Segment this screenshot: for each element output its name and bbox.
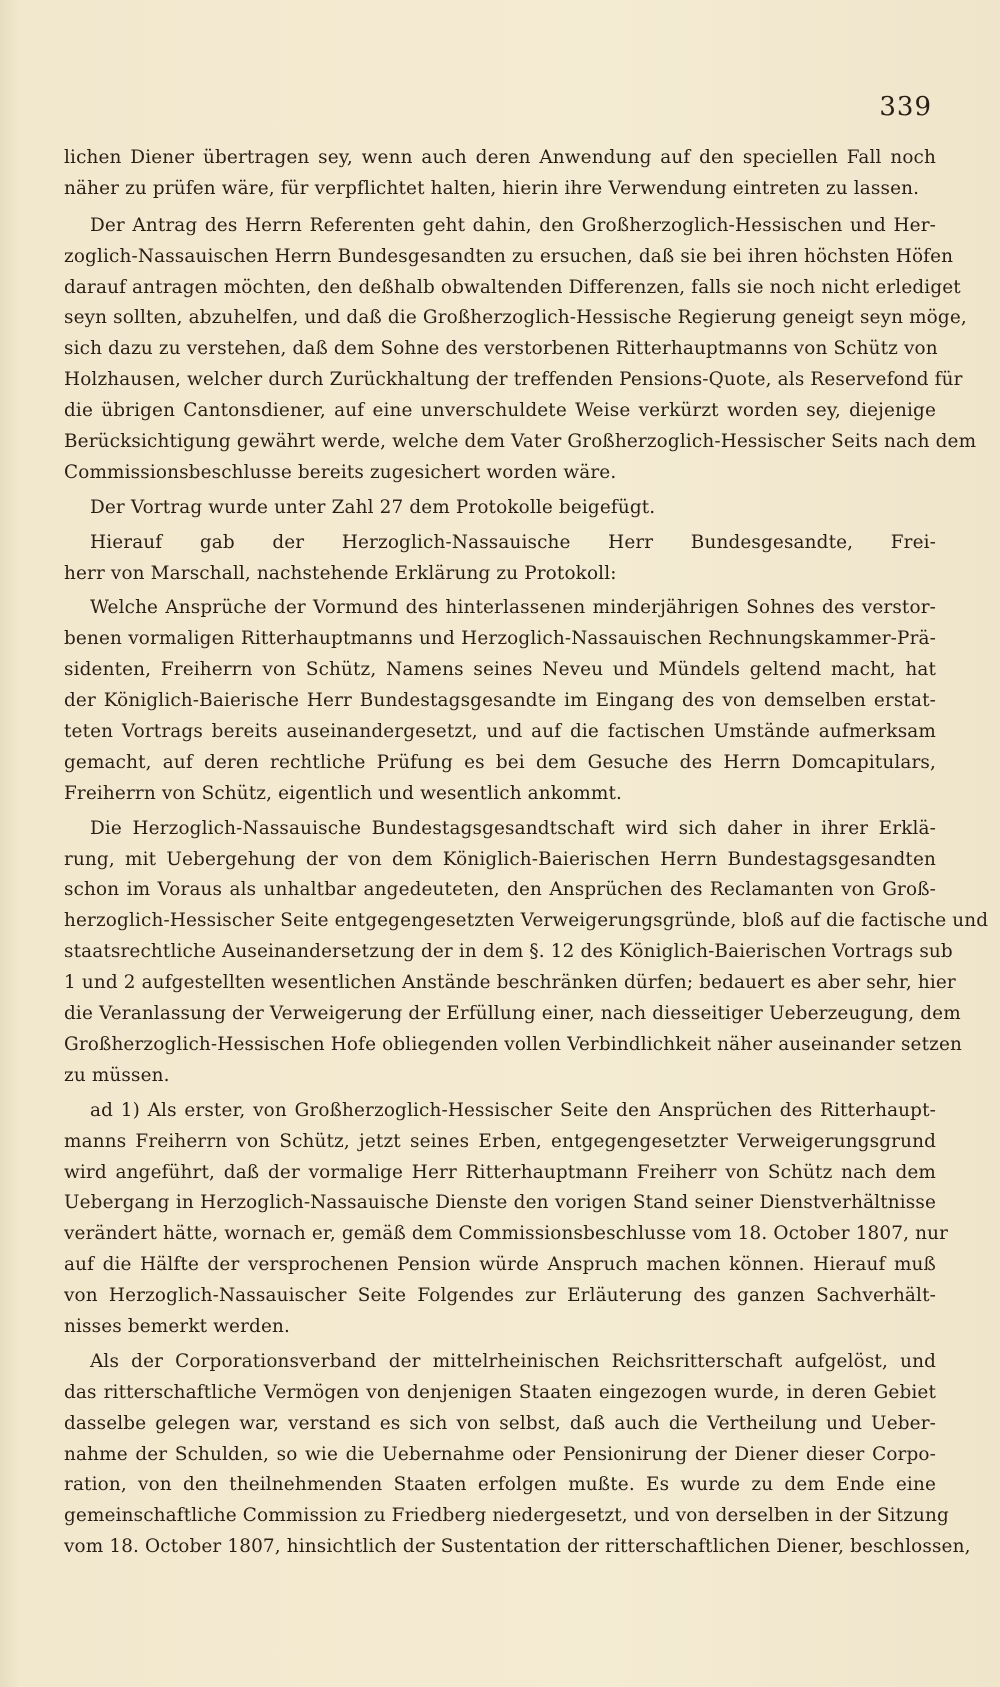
paragraph (64, 211, 977, 489)
text-line: zu müssen. (64, 1064, 170, 1086)
text-line: von Herzoglich-Nassauischer Seite Folgendes zur Erläuterung des ganzen Sachverhält- (64, 1285, 936, 1307)
text-line: Großherzoglich-Hessischen Hofe obliegenden vollen Verbindlichkeit näher auseinander setzen (64, 1033, 962, 1055)
text-line: Welche Ansprüche der Vormund des hinterlassenen minderjährigen Sohnes des verstor- (90, 597, 936, 619)
text-line: herzoglich-Hessischer Seite entgegengesetzten Verweigerungsgründe, bloß auf die factische und (64, 910, 989, 932)
text-line: die Veranlassung der Verweigerung der Erfüllung einer, nach diesseitiger Ueberzeugung, dem (64, 1003, 961, 1025)
paragraph (64, 814, 989, 1092)
text-line: manns Freiherrn von Schütz, jetzt seines Erben, entgegengesetzter Verweigerungsgrund (64, 1130, 936, 1152)
paragraph (64, 143, 936, 205)
text-line: Holzhausen, welcher durch Zurückhaltung der treffenden Pensions-Quote, als Reservefond für (64, 369, 963, 391)
text-line: staatsrechtliche Auseinandersetzung der in dem §. 12 des Königlich-Baierischen Vortrags sub (64, 941, 953, 963)
text-line: vom 18. October 1807, hinsichtlich der Sustentation der ritterschaftlichen Diener, beschlossen, (64, 1536, 971, 1558)
text-line: Der Vortrag wurde unter Zahl 27 dem Protokolle beigefügt. (90, 496, 656, 518)
text-line: ration, von den theilnehmenden Staaten erfolgen mußte. Es wurde zu dem Ende eine (64, 1474, 936, 1496)
text-line: schon im Voraus als unhaltbar angedeuteten, den Ansprüchen des Reclamanten von Groß- (64, 879, 936, 901)
text-line: rung, mit Uebergehung der von dem Königlich-Baierischen Herrn Bundestagsgesandten (64, 848, 936, 870)
text-line: seyn sollten, abzuhelfen, und daß die Großherzoglich-Hessische Regierung geneigt seyn möge, (64, 307, 967, 329)
text-line: zoglich-Nassauischen Herrn Bundesgesandten zu ersuchen, daß sie bei ihren höchsten Höfen (64, 245, 954, 267)
text-line: näher zu prüfen wäre, für verpflichtet halten, hierin ihre Verwendung eintreten zu lassen. (64, 177, 920, 199)
text-line: herr von Marschall, nachstehende Erklärung zu Protokoll: (64, 562, 617, 584)
text-line: verändert hätte, wornach er, gemäß dem Commissionsbeschlusse vom 18. October 1807, nur (64, 1223, 949, 1245)
text-line: dasselbe gelegen war, verstand es sich von selbst, daß auch die Vertheilung und Ueber- (64, 1412, 936, 1434)
page-number: 339 (879, 92, 932, 122)
text-line: Freiherrn von Schütz, eigentlich und wesentlich ankommt. (64, 782, 623, 804)
text-line: sidenten, Freiherrn von Schütz, Namens seines Neveu und Mündels geltend macht, hat (64, 659, 936, 681)
text-line: nisses bemerkt werden. (64, 1315, 290, 1337)
text-line: 1 und 2 aufgestellten wesentlichen Anstände beschränken dürfen; bedauert es aber sehr, hier (64, 972, 956, 994)
text-line: lichen Diener übertragen sey, wenn auch deren Anwendung auf den speciellen Fall noch (64, 147, 936, 168)
paragraph (64, 1347, 971, 1563)
text-line: Hierauf gab der Herzoglich-Nassauische Herr Bundesgesandte, Frei- (90, 531, 936, 553)
text-line: Der Antrag des Herrn Referenten geht dahin, den Großherzoglich-Hessischen und Her- (90, 214, 936, 236)
text-line: benen vormaligen Ritterhauptmanns und Herzoglich-Nassauischen Rechnungskammer-Prä- (64, 628, 936, 650)
text-line: Die Herzoglich-Nassauische Bundestagsgesandtschaft wird sich daher in ihrer Erklä- (90, 817, 936, 839)
text-line: nahme der Schulden, so wie die Uebernahme oder Pensionirung der Diener dieser Corpo- (64, 1443, 936, 1465)
text-line: auf die Hälfte der versprochenen Pension würde Anspruch machen können. Hierauf muß (64, 1254, 936, 1276)
paragraph (64, 528, 936, 590)
text-line: der Königlich-Baierische Herr Bundestagsgesandte im Eingang des von demselben erstat- (64, 690, 936, 712)
text-line: sich dazu zu verstehen, daß dem Sohne des verstorbenen Ritterhauptmanns von Schütz von (64, 338, 938, 360)
body-text (64, 143, 989, 1563)
paragraph (64, 493, 936, 524)
text-line: Uebergang in Herzoglich-Nassauische Dienste den vorigen Stand seiner Dienstverhältnisse (64, 1192, 936, 1214)
text-line: ad 1) Als erster, von Großherzoglich-Hessischer Seite den Ansprüchen des Ritterhaupt- (90, 1099, 936, 1121)
text-line: die übrigen Cantonsdiener, auf eine unverschuldete Weise verkürzt worden sey, diejenige (64, 400, 936, 422)
text-line: wird angeführt, daß der vormalige Herr Ritterhauptmann Freiherr von Schütz nach dem (64, 1161, 936, 1183)
text-line: Commissionsbeschlusse bereits zugesichert worden wäre. (64, 461, 617, 483)
text-line: gemacht, auf deren rechtliche Prüfung es bei dem Gesuche des Herrn Domcapitulars, (64, 751, 936, 773)
text-line: Berücksichtigung gewährt werde, welche dem Vater Großherzoglich-Hessischer Seits nach dem (64, 431, 977, 453)
text-line: darauf antragen möchten, den deßhalb obwaltenden Differenzen, falls sie noch nicht erlediget (64, 276, 961, 298)
text-line: teten Vortrags bereits auseinandergesetzt, und auf die factischen Umstände aufmerksam (64, 721, 936, 743)
text-line: das ritterschaftliche Vermögen von denjenigen Staaten eingezogen wurde, in deren Gebiet (64, 1381, 936, 1403)
text-line: gemeinschaftliche Commission zu Friedberg niedergesetzt, und von derselben in der Sitzung (64, 1505, 949, 1527)
text-line: Als der Corporationsverband der mittelrheinischen Reichsritterschaft aufgelöst, und (90, 1350, 936, 1372)
paragraph (64, 593, 936, 809)
paragraph (64, 1096, 949, 1343)
